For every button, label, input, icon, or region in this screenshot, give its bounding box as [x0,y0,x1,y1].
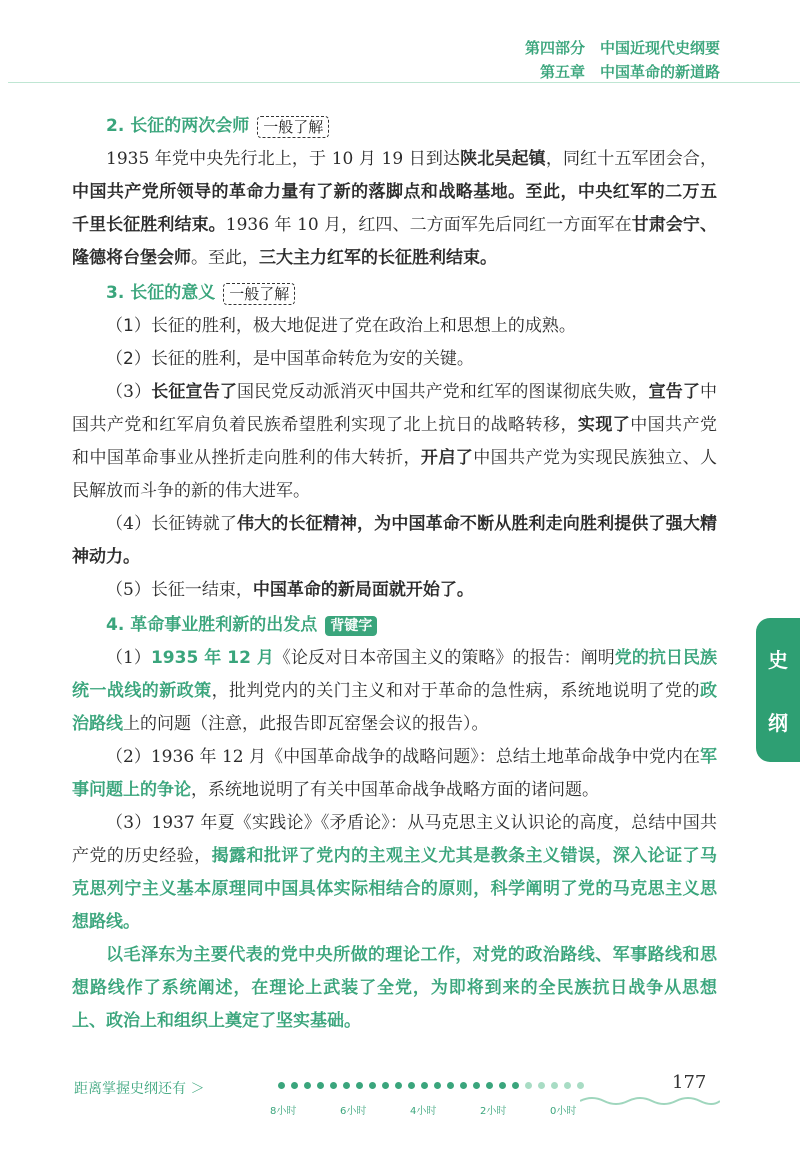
section-heading-4 [106,609,717,642]
progress-label: 距离掌握史纲还有 ＞ [74,1081,205,1097]
progress-dot [408,1082,415,1089]
progress-dot [317,1082,324,1089]
progress-dot [330,1082,337,1089]
text-run-bold: 三大主力红军的长征胜利结束。 [259,248,497,268]
text-run-bold: 陕北吴起镇 [460,149,546,169]
text-run: 中国共产党和红军肩负着民族希望胜利实现了北上抗日的战略转移， [72,382,718,435]
progress-dot [486,1082,493,1089]
text-run: （3）1937 年夏《实践论》《矛盾论》：从马克思主义认识论的高度，总结中国共产党的历史经验， [72,813,717,866]
hour-mark: 6小时 [340,1106,367,1117]
text-run: （4）长征铸就了 [106,514,237,534]
progress-dot [564,1082,571,1089]
progress-dot [551,1082,558,1089]
starting-point-item-1 [72,642,717,741]
progress-dot [538,1082,545,1089]
text-run: 1935 年党中央先行北上，于 10 月 19 日到达 [106,149,461,169]
text-run: 上的问题（注意，此报告即瓦窑堡会议的报告）。 [123,714,489,734]
text-run: 中国共产党为实现民族独立、人民解放而斗争的新的伟大进军。 [72,448,718,501]
hour-mark: 4小时 [410,1106,437,1117]
text-run-bold: 伟大的长征精神，为中国革命不断从胜利走向胜利提供了强大精神动力。 [72,514,717,567]
text-run-bold: 中国革命的新局面就开始了。 [252,580,474,600]
header-chapter: 第五章 中国革命的新道路 [539,63,720,81]
section-heading-2 [106,110,717,143]
text-run: 《论反对日本帝国主义的策略》的报告：阐明 [273,648,615,668]
text-run-bold: 宣告了 [648,382,701,402]
significance-item-4 [72,508,717,574]
progress-dot [512,1082,519,1089]
header-divider [8,82,800,83]
text-run-bold: 实现了 [577,415,631,435]
progress-dot [577,1082,584,1089]
text-run-green: 揭露和批评了党内的主观主义尤其是教条主义错误，深入论证了马克思列宁主义基本原理同中国具体实际相结合的原则，科学阐明了党的马克思主义思想路线。 [72,846,718,932]
page-number: 177 [672,1072,707,1093]
progress-dot [499,1082,506,1089]
summary-paragraph: 以毛泽东为主要代表的党中央所做的理论工作，对党的政治路线、军事路线和思想路线作了系统阐述，在理论上武装了全党，为即将到来的全民族抗日战争从思想上、政治上和组织上奠定了坚实基础。 [72,945,717,1031]
progress-dot [304,1082,311,1089]
page-content [72,108,717,1038]
progress-dot [434,1082,441,1089]
text-run-green: 党的抗日民族统一战线的新政策 [72,648,717,701]
significance-item-5 [72,574,717,607]
section-2-title: 2. 长征的两次会师 [106,116,250,136]
progress-dot [421,1082,428,1089]
text-run: （1） [106,648,151,668]
significance-item-2: （2）长征的胜利，是中国革命转危为安的关键。 [106,349,474,369]
text-run-bold: 开启了 [420,448,474,468]
side-tab-char-2: 纲 [768,711,788,735]
section-3-tag: 一般了解 [223,283,295,305]
progress-dot [382,1082,389,1089]
section-4-tag: 背键字 [325,616,377,636]
text-run: 。至此， [191,248,259,268]
text-run-bold: 中国共产党所领导的革命力量有了新的落脚点和战略基地。至此，中央红军的二万五千里长征胜利结束。 [72,182,717,235]
progress-dot [369,1082,376,1089]
header-part: 第四部分 中国近现代史纲要 [524,39,720,57]
text-run: ，批判党内的关门主义和对于革命的急性病，系统地说明了党的 [211,681,701,701]
text-run: （5）长征一结束， [106,580,253,600]
significance-item-3 [72,376,717,508]
wave-decoration-icon [580,1092,720,1106]
text-run-bold: 长征宣告了 [151,382,238,402]
starting-point-item-2 [72,741,717,807]
significance-item-1: （1）长征的胜利，极大地促进了党在政治上和思想上的成熟。 [106,316,576,336]
text-run-green: 政治路线 [72,681,718,734]
text-run: （3） [106,382,152,402]
progress-dot [460,1082,467,1089]
hour-mark: 0小时 [550,1106,577,1117]
section-2-paragraph [72,143,717,275]
text-run: 国民党反动派消灭中国共产党和红军的图谋彻底失败， [237,382,649,402]
progress-dot [343,1082,350,1089]
text-run-green: 军事问题上的争论 [72,747,717,800]
text-run-green: 1935 年 12 月 [150,648,274,668]
progress-dot [473,1082,480,1089]
progress-track [278,1082,584,1089]
text-run: 中国共产党和中国革命事业从挫折走向胜利的伟大转折， [72,415,718,468]
side-tab-char-1: 史 [768,648,788,672]
section-4-title: 4. 革命事业胜利新的出发点 [106,615,318,635]
progress-dot [525,1082,532,1089]
section-3-title: 3. 长征的意义 [106,283,216,303]
hour-mark: 8小时 [270,1106,297,1117]
progress-dot [278,1082,285,1089]
starting-point-item-3 [72,807,717,939]
text-run: ，同红十五军团会合， [545,149,718,169]
progress-dot [291,1082,298,1089]
chapter-side-tab [756,618,800,762]
section-2-tag: 一般了解 [257,116,329,138]
text-run-bold: 甘肃会宁、隆德将台堡会师 [72,215,718,268]
progress-dot [395,1082,402,1089]
text-run: ，系统地说明了有关中国革命战争战略方面的诸问题。 [191,780,599,800]
progress-dot [447,1082,454,1089]
progress-dot [356,1082,363,1089]
running-header [525,36,720,84]
section-heading-3 [106,277,717,310]
text-run: 1936 年 10 月，红四、二方面军先后同红一方面军在 [225,215,632,235]
text-run: （2）1936 年 12 月《中国革命战争的战略问题》：总结土地革命战争中党内在 [106,747,700,767]
hour-mark: 2小时 [480,1106,507,1117]
